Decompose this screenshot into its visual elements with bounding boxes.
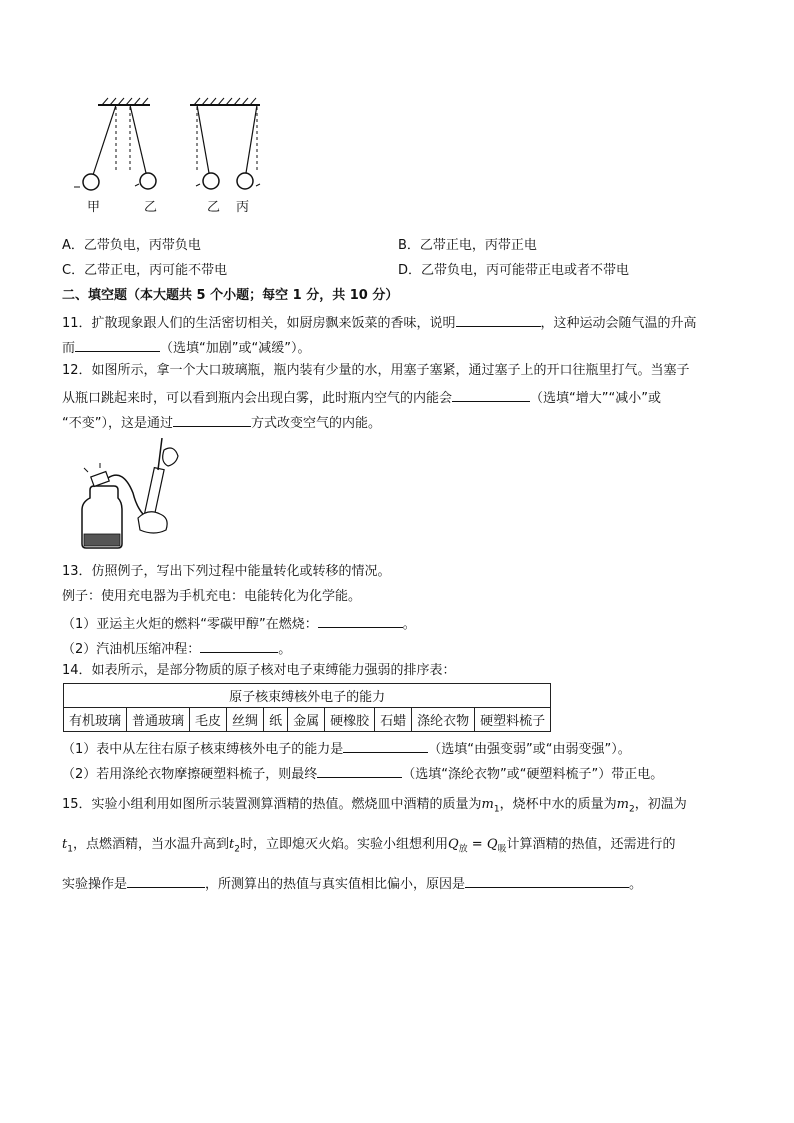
q11-line1 bbox=[62, 312, 697, 333]
figure-label-jia: 甲 bbox=[87, 200, 101, 215]
option-a: A．乙带负电，丙带负电 bbox=[62, 238, 201, 253]
table-row bbox=[64, 708, 551, 732]
figure-label-yi-right: 乙 bbox=[207, 200, 221, 215]
section-title: 二、填空题（本大题共 5 个小题；每空 1 分，共 10 分） bbox=[62, 288, 399, 303]
figure-label-bing: 丙 bbox=[236, 200, 250, 215]
q13-sub2-end: 。 bbox=[278, 642, 292, 657]
q14-sub1-end: （选填“由强变弱”或“由弱变强”）。 bbox=[428, 742, 631, 757]
table-cell: 有机玻璃 bbox=[64, 708, 127, 732]
table-cell: 硬塑料梳子 bbox=[475, 708, 551, 732]
q15-q-absorbed-sub: 吸 bbox=[497, 844, 507, 855]
q15-text-h: ，所测算出的热值与真实值相比偏小，原因是 bbox=[205, 877, 466, 892]
q11-text-c: 而 bbox=[62, 341, 76, 356]
q12-text-b: （选填“增大”“减小”或 bbox=[530, 391, 661, 406]
table-cell: 毛皮 bbox=[190, 708, 227, 732]
q11-line2 bbox=[62, 337, 310, 358]
q12-text-a: 从瓶口跳起来时，可以看到瓶内会出现白雾，此时瓶内空气的内能会 bbox=[62, 391, 453, 406]
q15-m2-sub: 2 bbox=[628, 804, 635, 815]
table-cell: 硬橡胶 bbox=[325, 708, 375, 732]
q14-blank-2[interactable] bbox=[317, 763, 402, 778]
q13-sub2-text: （2）汽油机压缩冲程： bbox=[62, 642, 201, 657]
q15-blank-2[interactable] bbox=[465, 873, 629, 888]
q15-m1-sub: 1 bbox=[493, 804, 500, 815]
table-cell: 金属 bbox=[288, 708, 325, 732]
q13-blank-2[interactable] bbox=[200, 638, 278, 653]
q15-line1 bbox=[62, 796, 687, 819]
option-d: D．乙带负电，丙可能带正电或者不带电 bbox=[398, 263, 630, 278]
q15-line3 bbox=[62, 873, 642, 894]
option-b: B．乙带正电，丙带正电 bbox=[398, 238, 537, 253]
q14-sub2-end: （选填“涤纶衣物”或“硬塑料梳子”）带正电。 bbox=[402, 767, 664, 782]
q12-line2 bbox=[62, 387, 661, 408]
q13-sub1 bbox=[62, 613, 416, 634]
figure-label-yi-left: 乙 bbox=[144, 200, 158, 215]
table-cell: 普通玻璃 bbox=[127, 708, 190, 732]
q13-line1: 13．仿照例子，写出下列过程中能量转化或转移的情况。 bbox=[62, 564, 391, 579]
q14-sub1 bbox=[62, 738, 631, 759]
table-cell: 涤纶衣物 bbox=[412, 708, 475, 732]
q12-blank-1[interactable] bbox=[452, 387, 530, 402]
q15-t2-sub: 2 bbox=[234, 844, 240, 855]
q13-sub1-text: （1）亚运主火炬的燃料“零碳甲醇”在燃烧： bbox=[62, 617, 318, 632]
q15-text-b: ，烧杯中水的质量为 bbox=[499, 797, 617, 812]
q15-text-c: ，初温为 bbox=[634, 797, 687, 812]
bottle-pump-figure bbox=[78, 438, 198, 553]
q15-text-g: 实验操作是 bbox=[62, 877, 128, 892]
table-header: 原子核束缚核外电子的能力 bbox=[64, 684, 551, 708]
q15-q-absorbed: Q bbox=[486, 837, 498, 852]
q15-equals: = bbox=[467, 837, 487, 852]
q15-t2: t bbox=[228, 837, 235, 852]
q14-sub1-text: （1）表中从左往右原子核束缚核外电子的能力是 bbox=[62, 742, 344, 757]
q15-m1: m bbox=[481, 797, 494, 812]
q15-q-released: Q bbox=[447, 837, 459, 852]
q14-blank-1[interactable] bbox=[343, 738, 428, 753]
table-cell: 丝绸 bbox=[227, 708, 264, 732]
q14-sub2 bbox=[62, 763, 663, 784]
q15-blank-1[interactable] bbox=[127, 873, 205, 888]
q13-sub2 bbox=[62, 638, 291, 659]
q15-text-d: ，点燃酒精，当水温升高到 bbox=[72, 837, 229, 852]
q15-text-e: 时，立即熄灭火焰。实验小组想利用 bbox=[239, 837, 448, 852]
q11-text-d: （选填“加剧”或“减缓”）。 bbox=[160, 341, 311, 356]
q13-sub1-end: 。 bbox=[402, 617, 416, 632]
q12-line3 bbox=[62, 412, 381, 433]
q15-text-f: 计算酒精的热值，还需进行的 bbox=[506, 837, 676, 852]
table-cell: 石蜡 bbox=[375, 708, 412, 732]
q15-t1-sub: 1 bbox=[67, 844, 73, 855]
q12-line1: 12．如图所示，拿一个大口玻璃瓶，瓶内装有少量的水，用塞子塞紧，通过塞子上的开口往瓶里打气。当塞子 bbox=[62, 363, 690, 378]
q11-blank-1[interactable] bbox=[456, 312, 541, 327]
q14-line1: 14．如表所示，是部分物质的原子核对电子束缚能力强弱的排序表： bbox=[62, 663, 456, 678]
q15-text-i: 。 bbox=[629, 877, 643, 892]
q15-q-released-sub: 放 bbox=[458, 844, 468, 855]
q11-text-b: ，这种运动会随气温的升高 bbox=[540, 316, 697, 331]
table-cell: 纸 bbox=[264, 708, 288, 732]
q15-m2: m bbox=[616, 797, 629, 812]
atom-binding-table bbox=[63, 683, 551, 732]
q15-line2 bbox=[62, 836, 676, 859]
q15-t1: t bbox=[62, 837, 68, 852]
q15-text-a: 15．实验小组利用如图所示装置测算酒精的热值。燃烧皿中酒精的质量为 bbox=[62, 797, 482, 812]
q12-text-c: “不变”），这是通过 bbox=[62, 416, 173, 431]
option-c: C．乙带正电，丙可能不带电 bbox=[62, 263, 228, 278]
q12-text-d: 方式改变空气的内能。 bbox=[250, 416, 381, 431]
q13-blank-1[interactable] bbox=[318, 613, 403, 628]
q11-blank-2[interactable] bbox=[75, 337, 160, 352]
q12-blank-2[interactable] bbox=[173, 412, 251, 427]
q11-text-a: 11．扩散现象跟人们的生活密切相关，如厨房飘来饭菜的香味，说明 bbox=[62, 316, 456, 331]
q14-sub2-text: （2）若用涤纶衣物摩擦硬塑料梳子，则最终 bbox=[62, 767, 318, 782]
q13-example: 例子：使用充电器为手机充电：电能转化为化学能。 bbox=[62, 589, 362, 604]
